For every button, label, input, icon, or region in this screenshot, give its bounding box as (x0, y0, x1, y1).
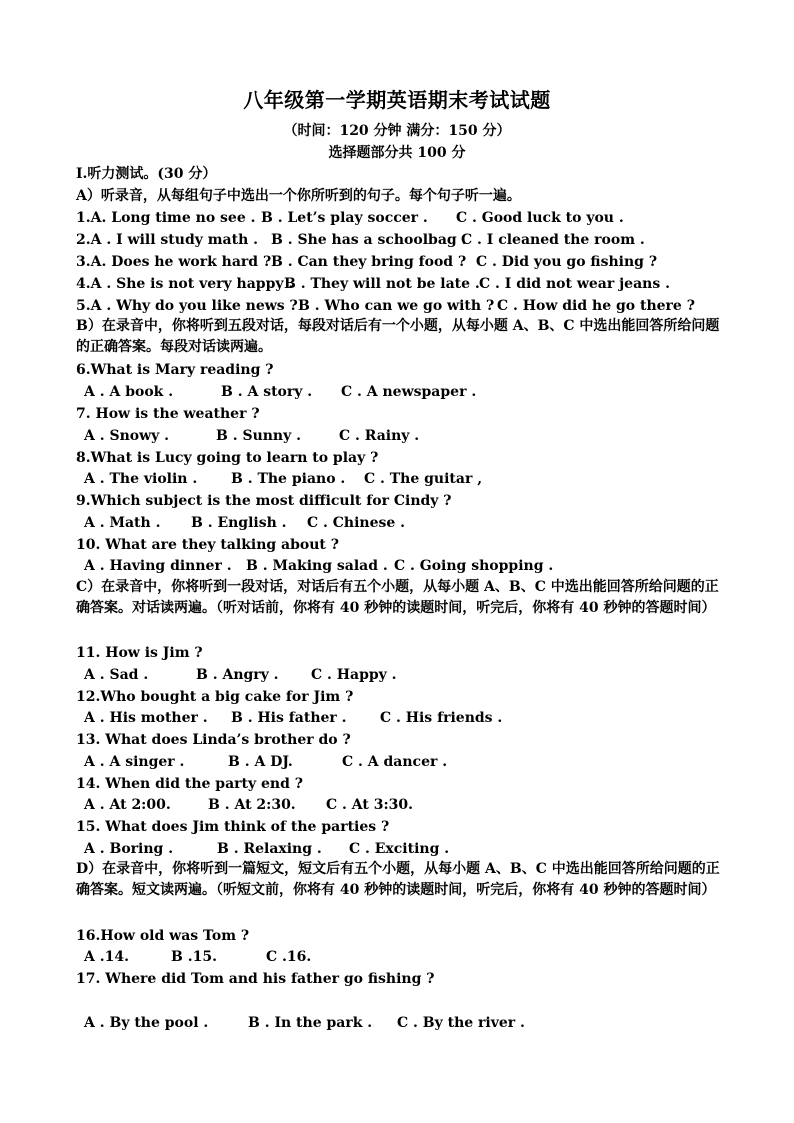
question-13: 13. What does Linda’s brother do ? (76, 732, 351, 748)
option-c: C . Exciting . (349, 841, 450, 857)
question-9: 9.Which subject is the most difficult for Cindy ? (76, 493, 452, 509)
option-a: A . At 2:00. (84, 797, 171, 813)
option-b: B . At 2:30. (208, 797, 296, 813)
option-b: B . Relaxing . (217, 841, 322, 857)
option-b: B . Let’s play soccer . (261, 210, 428, 226)
item-number: 3. (76, 254, 91, 270)
part1-heading: I.听力测试。(30 分） (76, 166, 217, 182)
option-a: A. Does he work hard ? (90, 254, 272, 270)
option-a: A . Math . (84, 515, 161, 531)
option-a: A . A book . (84, 384, 174, 400)
option-a: A . A singer . (84, 754, 185, 770)
option-c: C . His friends . (380, 710, 503, 726)
item-5 (76, 296, 726, 317)
item-number: 5. (76, 298, 91, 314)
question-16: 16.How old was Tom ? (76, 928, 250, 944)
option-b: B . English . (191, 515, 287, 531)
section-info: 选择题部分共 100 分 (328, 145, 466, 161)
option-a: A . Why do you like news ? (90, 298, 298, 314)
option-b: B . Sunny . (216, 428, 301, 444)
item-2 (76, 230, 726, 251)
option-a: A . His mother . (84, 710, 208, 726)
option-b: B . The piano . (231, 471, 346, 487)
option-b: B . Making salad . (246, 558, 388, 574)
option-c: C . Chinese . (307, 515, 406, 531)
option-a: A . She is not very happy . (90, 276, 294, 292)
option-c: C . Rainy . (339, 428, 420, 444)
option-c: C . At 3:30. (326, 797, 413, 813)
option-c: C . A newspaper . (341, 384, 477, 400)
item-number: 2. (76, 232, 91, 248)
option-b: B . She has a schoolbag . (271, 232, 467, 248)
option-a: A . Boring . (84, 841, 174, 857)
question-6: 6.What is Mary reading ? (76, 362, 274, 378)
option-a: A. Long time no see . (90, 210, 256, 226)
question-7: 7. How is the weather ? (76, 406, 260, 422)
option-a: A . I will study math . (90, 232, 259, 248)
option-a: A .14. (84, 949, 129, 965)
option-b: B . Can they bring food ? (271, 254, 467, 270)
option-c: C .16. (266, 949, 312, 965)
option-a: A . Snowy . (84, 428, 170, 444)
question-8: 8.What is Lucy going to learn to play ? (76, 450, 379, 466)
option-c: C . By the river . (397, 1015, 525, 1031)
item-3 (76, 252, 726, 273)
item-1 (76, 208, 726, 229)
option-c: C . I cleaned the room . (461, 232, 645, 248)
option-b: B . They will not be late . (284, 276, 480, 292)
option-b: B . Who can we go with ? (298, 298, 495, 314)
option-b: B . His father . (231, 710, 347, 726)
option-a: A . The violin . (84, 471, 198, 487)
option-c: C . I did not wear jeans . (479, 276, 670, 292)
option-c: C . Did you go fishing ? (476, 254, 658, 270)
option-b: B .15. (171, 949, 217, 965)
option-c: C . Going shopping . (394, 558, 554, 574)
question-12: 12.Who bought a big cake for Jim ? (76, 689, 354, 705)
part-b-instruction: B）在录音中，你将听到五段对话，每段对话后有一个小题，从每小题 A、B、C 中选出能回答所给问题的正确答案。每段对话读两遍。 (76, 318, 720, 355)
question-17: 17. Where did Tom and his father go fishing ? (76, 971, 435, 987)
question-11: 11. How is Jim ? (76, 645, 203, 661)
question-10: 10. What are they talking about ? (76, 537, 339, 553)
item-number: 4. (76, 276, 91, 292)
part-a-instruction: A）听录音，从每组句子中选出一个你所听到的句子。每个句子听一遍。 (76, 188, 521, 204)
item-number: 1. (76, 210, 91, 226)
time-info: （时间：120 分钟 满分：150 分） (283, 123, 511, 139)
option-b: B . A story . (221, 384, 313, 400)
option-b: B . A DJ. (228, 754, 293, 770)
item-4 (76, 274, 726, 295)
option-c: C . Good luck to you . (456, 210, 624, 226)
option-c: C . How did he go there ? (497, 298, 695, 314)
part-d-instruction: D）在录音中，你将听到一篇短文，短文后有五个小题，从每小题 A、B、C 中选出能回答所给问题的正确答案。短文读两遍。（听短文前，你将有 40 秒钟的读题时间，听完后，你将有 40 秒钟的答题时间） (76, 861, 720, 898)
option-a: A . Sad . (84, 667, 149, 683)
question-15: 15. What does Jim think of the parties ? (76, 819, 390, 835)
option-c: C . Happy . (311, 667, 397, 683)
option-c: C . A dancer . (342, 754, 448, 770)
option-a: A . By the pool . (84, 1015, 209, 1031)
part-c-instruction: C）在录音中，你将听到一段对话，对话后有五个小题，从每小题 A、B、C 中选出能回答所给问题的正确答案。对话读两遍。（听对话前，你将有 40 秒钟的读题时间，听完后，你将有 40 秒钟的答题时间） (76, 579, 719, 616)
question-14: 14. When did the party end ? (76, 776, 303, 792)
option-c: C . The guitar , (364, 471, 483, 487)
option-a: A . Having dinner . (84, 558, 232, 574)
option-b: B . In the park . (248, 1015, 373, 1031)
option-b: B . Angry . (196, 667, 279, 683)
page-title: 八年级第一学期英语期末考试试题 (243, 88, 551, 112)
